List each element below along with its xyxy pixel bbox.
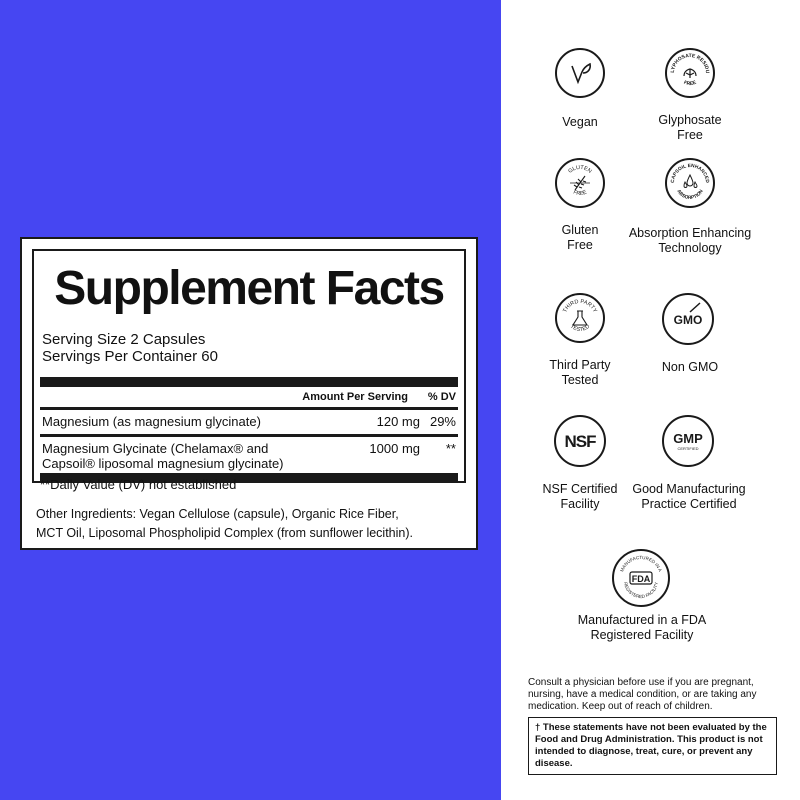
fda-label: [566, 613, 718, 643]
gmp-label: [618, 482, 760, 512]
absorption-ring-top: CAPSOIL ENHANCED: [670, 163, 710, 184]
absorption-label-line1: Absorption Enhancing: [628, 226, 752, 240]
glyphosate-free-icon: [665, 48, 715, 98]
absorption-label-line2: Technology: [658, 241, 722, 255]
svg-text:MANUFACTURED IN A: [619, 555, 663, 573]
third-party-ring-top: THIRD PARTY: [562, 298, 598, 314]
non-gmo-label: [620, 360, 760, 375]
svg-text:CAPSOIL ENHANCED: [670, 163, 710, 184]
nsf-icon: [554, 415, 606, 467]
fda-icon-text: FDA: [631, 574, 651, 584]
nutrient-row-magnesium-name: Magnesium (as magnesium glycinate): [42, 414, 261, 429]
absorption-ring-bottom: ABSORPTION: [675, 189, 705, 202]
supplement-facts-card: [20, 237, 478, 550]
header-amount-per-serving: Amount Per Serving: [302, 391, 408, 403]
svg-text:GLUTEN: [567, 165, 592, 175]
gmp-label-line2: Practice Certified: [641, 497, 737, 511]
fda-ring-top: MANUFACTURED IN A: [619, 554, 663, 573]
nutrient-row-glycinate-name: [42, 441, 284, 471]
third-party-tested-icon: [555, 293, 605, 343]
servings-per-container: Servings Per Container 60: [42, 348, 218, 365]
gmo-icon-text: GMO: [673, 313, 703, 327]
glyphosate-label-line1: Glyphosate: [658, 113, 722, 127]
nsf-label-line2: Facility: [560, 497, 600, 511]
fda-label-line1: Manufactured in a FDA: [577, 613, 707, 627]
gmp-icon-sub: CERTIFIED: [677, 446, 699, 451]
fda-ring-bottom: REGISTERED FACILITY: [622, 581, 659, 600]
nutrient-row-magnesium-dv: 29%: [429, 414, 456, 429]
other-ingredients: [36, 505, 476, 543]
glyphosate-ring-bottom: FREE: [682, 79, 698, 88]
other-ingredients-line2: MCT Oil, Liposomal Phospholipid Complex (from sunflower lecithin).: [36, 526, 413, 540]
gluten-label-line1: Gluten: [561, 223, 599, 237]
fda-icon: [612, 549, 670, 607]
svg-text:ABSORPTION: [675, 188, 704, 201]
gluten-ring-top: GLUTEN: [567, 164, 593, 175]
gluten-free-icon: [555, 158, 605, 208]
nsf-icon-text: NSF: [564, 432, 596, 451]
gmp-label-line1: Good Manufacturing: [632, 482, 746, 496]
fda-statement: † These statements have not been evaluated by the Food and Drug Administration. This product is not intended to diagnose, treat, cure, or prevent any disease.: [535, 722, 767, 769]
gmp-icon-text: GMP: [673, 431, 703, 446]
non-gmo-label-text: Non GMO: [661, 360, 719, 374]
fda-statement-box: [528, 717, 777, 775]
other-ingredients-line1: Other Ingredients: Vegan Cellulose (capsule), Organic Rice Fiber,: [36, 507, 399, 521]
fda-label-line2: Registered Facility: [590, 628, 694, 642]
nutrient-row-magnesium-amount: 120 mg: [376, 414, 420, 429]
nutrient-row-glycinate-dv: **: [445, 441, 456, 456]
serving-size: Serving Size 2 Capsules: [42, 331, 206, 348]
glycinate-name-line1: Magnesium Glycinate (Chelamax® and: [42, 441, 269, 456]
serving-info: [42, 331, 218, 365]
facts-title: Supplement Facts: [54, 262, 444, 315]
absorption-label: [620, 226, 760, 256]
nutrient-row-glycinate-amount: 1000 mg: [369, 441, 420, 456]
third-party-label-line2: Tested: [561, 373, 599, 387]
vegan-label-text: Vegan: [562, 115, 598, 129]
row-divider: [40, 434, 458, 437]
thick-divider: [40, 377, 458, 387]
header-dv: % DV: [427, 391, 456, 403]
header-divider: [40, 407, 458, 410]
dv-note: **Daily Value (DV) not established: [40, 477, 237, 492]
svg-text:GLYPHOSATE RESIDUE: [667, 50, 710, 74]
gluten-ring-bottom: FREE: [572, 189, 588, 198]
absorption-icon: [665, 158, 715, 208]
svg-text:THIRD PARTY: [562, 299, 598, 314]
glyphosate-ring-top: LYPHOSATE RESIDU: [669, 52, 711, 74]
third-party-ring-bottom: TESTED: [568, 323, 592, 333]
glycinate-name-line2: Capsoil® liposomal magnesium glycinate): [42, 456, 284, 471]
glyphosate-label: [620, 113, 760, 143]
non-gmo-icon: [662, 293, 714, 345]
nsf-label-line1: NSF Certified: [542, 482, 618, 496]
svg-text:FREE: [683, 79, 698, 87]
supplement-facts-panel: [32, 249, 466, 483]
vegan-icon: [555, 48, 605, 98]
gluten-label-line2: Free: [567, 238, 593, 252]
glyphosate-label-line2: Free: [677, 128, 703, 142]
gmp-icon: [662, 415, 714, 467]
svg-text:FREE: [572, 189, 588, 197]
physician-disclaimer: Consult a physician before use if you are pregnant, nursing, have a medical condition, or are taking any medication. Keep out of reach of children.: [528, 677, 757, 712]
third-party-label-line1: Third Party: [549, 358, 611, 372]
